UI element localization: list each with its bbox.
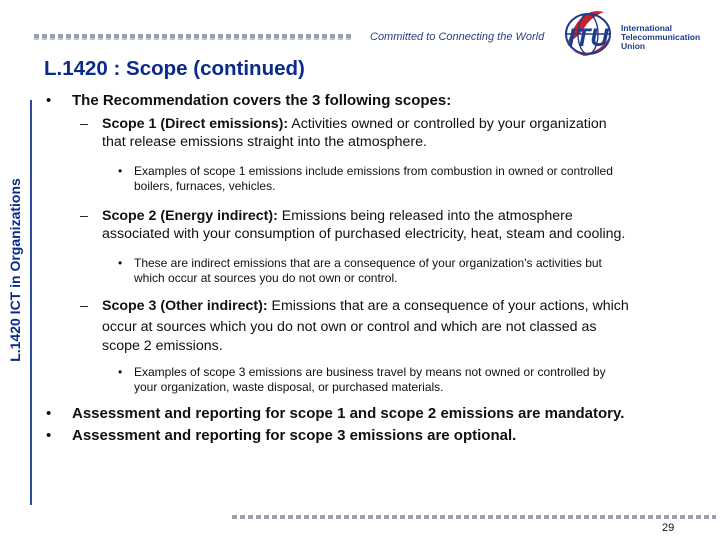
- itu-globe-icon: [566, 11, 610, 56]
- scope-3-line-1: [102, 297, 629, 315]
- intro-bullet: •: [46, 92, 52, 109]
- intro-text: The Recommendation covers the 3 following scopes:: [72, 92, 452, 109]
- scope-1-line-1: [102, 115, 607, 133]
- itu-logo: [558, 2, 718, 60]
- scope-3-example-line-1: Examples of scope 3 emissions are business travel by means not owned or controlled by: [134, 365, 606, 379]
- header-divider-secondary: [34, 38, 354, 40]
- scope-3-line-2: occur at sources which you do not own or control and which are not classed as: [102, 319, 597, 335]
- conclusion-1-text: Assessment and reporting for scope 1 and scope 2 emissions are mandatory.: [72, 405, 625, 422]
- scope-1-text-1: Activities owned or controlled by your organization: [288, 116, 607, 132]
- footer-divider: [232, 515, 716, 519]
- scope-3-example-line-2: your organization, waste disposal, or purchased materials.: [134, 380, 444, 394]
- scope-2-line-2: associated with your consumption of purchased electricity, heat, steam and cooling.: [102, 226, 626, 242]
- scope-1-line-2: that release emissions straight into the atmosphere.: [102, 134, 427, 150]
- scope-3-heading: Scope 3 (Other indirect):: [102, 298, 268, 314]
- conclusion-1-bullet: •: [46, 405, 52, 422]
- logo-line-2: Telecommunication: [621, 32, 701, 42]
- scope-1-dash: –: [80, 116, 88, 132]
- scope-2-line-1: [102, 207, 573, 225]
- scope-3-line-3: scope 2 emissions.: [102, 338, 223, 354]
- page-number: 29: [662, 522, 675, 534]
- scope-1-example-bullet: •: [118, 164, 123, 178]
- conclusion-2-text: Assessment and reporting for scope 3 emissions are optional.: [72, 427, 517, 444]
- slide-title: L.1420 : Scope (continued): [44, 57, 305, 80]
- scope-3-text-1: Emissions that are a consequence of your actions, which: [267, 298, 629, 314]
- scope-2-text-1: Emissions being released into the atmosphere: [277, 208, 573, 224]
- sidebar-label: L.1420 ICT in Organizations: [7, 178, 23, 362]
- scope-1-example-line-1: Examples of scope 1 emissions include emissions from combustion in owned or controlled: [134, 164, 613, 178]
- scope-2-example-line-2: which occur at sources you do not own or control.: [134, 271, 398, 285]
- scope-3-dash: –: [80, 298, 88, 314]
- logo-mark-text: ITU: [568, 24, 609, 52]
- tagline: Committed to Connecting the World: [370, 31, 545, 43]
- scope-1-heading: Scope 1 (Direct emissions):: [102, 116, 289, 132]
- conclusion-2-bullet: •: [46, 427, 52, 444]
- scope-2-dash: –: [80, 208, 88, 224]
- scope-2-example-line-1: These are indirect emissions that are a consequence of your organization's activities but: [134, 256, 602, 270]
- logo-line-3: Union: [621, 41, 646, 51]
- scope-2-example-bullet: •: [118, 256, 123, 270]
- scope-2-heading: Scope 2 (Energy indirect):: [102, 208, 278, 224]
- scope-1-example-line-2: boilers, furnaces, vehicles.: [134, 179, 276, 193]
- scope-3-example-bullet: •: [118, 365, 123, 379]
- logo-line-1: International: [621, 23, 673, 33]
